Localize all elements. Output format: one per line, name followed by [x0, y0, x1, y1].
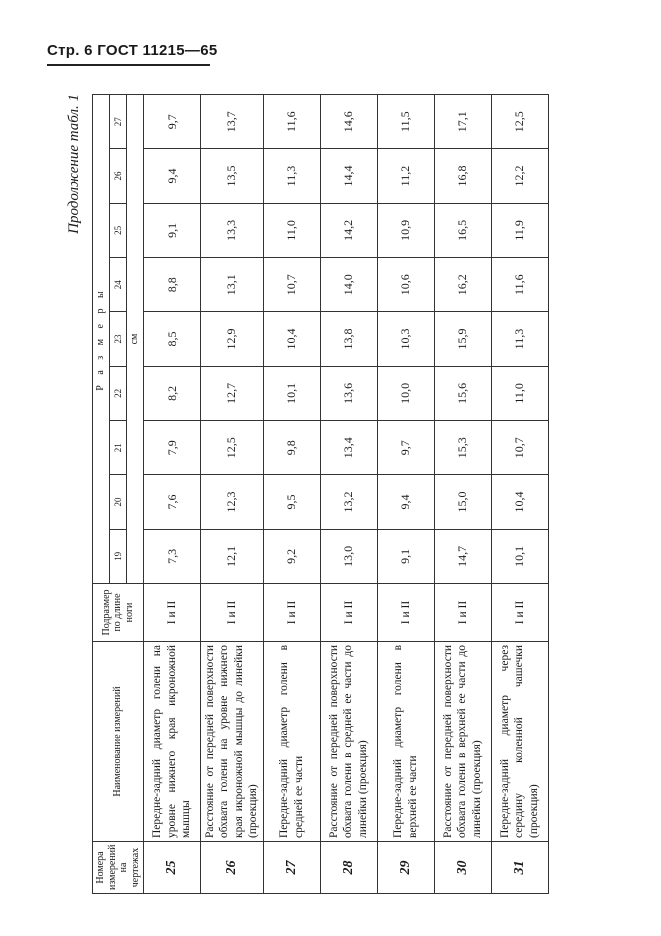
row-value: 10,3 [377, 312, 434, 366]
row-value: 7,3 [144, 529, 201, 583]
row-value: 11,3 [263, 149, 320, 203]
size-header: 20 [110, 475, 126, 529]
row-value: 10,9 [377, 203, 434, 257]
row-value: 13,8 [320, 312, 377, 366]
row-value: 11,3 [491, 312, 548, 366]
row-value: 10,1 [263, 366, 320, 420]
row-value: 8,5 [144, 312, 201, 366]
row-value: 12,3 [201, 475, 264, 529]
row-value: 11,6 [263, 95, 320, 149]
row-value: 12,1 [201, 529, 264, 583]
row-value: 11,6 [491, 258, 548, 312]
row-value: 13,0 [320, 529, 377, 583]
row-name: Расстояние от передней поверхности обхвата голени в средней ее части до линейки (проекция) [320, 642, 377, 842]
header-rule [47, 64, 210, 66]
row-value: 15,3 [434, 421, 491, 475]
row-value: 11,0 [491, 366, 548, 420]
size-header: 26 [110, 149, 126, 203]
row-value: 9,1 [377, 529, 434, 583]
row-value: 12,5 [201, 421, 264, 475]
row-value: 10,1 [491, 529, 548, 583]
row-value: 7,9 [144, 421, 201, 475]
row-value: 9,4 [144, 149, 201, 203]
row-subsize: I и II [320, 584, 377, 642]
row-subsize: I и II [434, 584, 491, 642]
row-value: 8,8 [144, 258, 201, 312]
row-value: 13,1 [201, 258, 264, 312]
row-value: 13,4 [320, 421, 377, 475]
row-number: 27 [263, 842, 320, 894]
size-header: 23 [110, 312, 126, 366]
table-row [263, 95, 320, 894]
row-value: 14,7 [434, 529, 491, 583]
unit-header: см [126, 95, 143, 584]
row-value: 14,4 [320, 149, 377, 203]
row-value: 9,1 [144, 203, 201, 257]
row-value: 13,5 [201, 149, 264, 203]
row-value: 14,2 [320, 203, 377, 257]
row-value: 12,7 [201, 366, 264, 420]
row-value: 12,9 [201, 312, 264, 366]
row-value: 10,4 [263, 312, 320, 366]
row-value: 8,2 [144, 366, 201, 420]
table-row [491, 95, 548, 894]
size-header: 27 [110, 95, 126, 149]
row-subsize: I и II [491, 584, 548, 642]
row-number: 28 [320, 842, 377, 894]
row-value: 13,7 [201, 95, 264, 149]
table-row [434, 95, 491, 894]
rotated-table-block [64, 94, 624, 894]
row-value: 10,4 [491, 475, 548, 529]
row-name: Расстояние от передней поверхности обхвата голени на уровне нижнего края икроножной мышцы до линейки (проекция) [201, 642, 264, 842]
row-value: 16,5 [434, 203, 491, 257]
row-subsize: I и II [263, 584, 320, 642]
row-value: 15,0 [434, 475, 491, 529]
measurements-table [92, 94, 549, 894]
row-name: Расстояние от передней поверхности обхвата голени в верхней ее части до линейки (проекция) [434, 642, 491, 842]
table-row [320, 95, 377, 894]
row-value: 13,6 [320, 366, 377, 420]
row-number: 29 [377, 842, 434, 894]
col-subsize-header: Подразмер по длине ноги [93, 584, 144, 642]
col-number-header: Номера измерений на чертежах [93, 842, 144, 894]
table-caption: Продолжение табл. 1 [66, 94, 82, 234]
row-value: 12,2 [491, 149, 548, 203]
row-number: 31 [491, 842, 548, 894]
row-name: Передне-задний диаметр голени на уровне нижнего края икроножной мышцы [144, 642, 201, 842]
row-number: 30 [434, 842, 491, 894]
row-value: 17,1 [434, 95, 491, 149]
row-value: 9,8 [263, 421, 320, 475]
row-number: 25 [144, 842, 201, 894]
row-value: 10,7 [263, 258, 320, 312]
row-value: 13,2 [320, 475, 377, 529]
header-row-1 [93, 95, 110, 894]
row-value: 10,0 [377, 366, 434, 420]
row-value: 10,7 [491, 421, 548, 475]
row-value: 13,3 [201, 203, 264, 257]
row-value: 11,0 [263, 203, 320, 257]
row-value: 9,5 [263, 475, 320, 529]
row-value: 9,4 [377, 475, 434, 529]
row-value: 14,0 [320, 258, 377, 312]
sizes-group-header: Р а з м е р ы [93, 95, 110, 584]
row-subsize: I и II [377, 584, 434, 642]
row-value: 9,7 [144, 95, 201, 149]
row-value: 14,6 [320, 95, 377, 149]
row-name: Передне-задний диаметр голени в средней ее части [263, 642, 320, 842]
row-value: 7,6 [144, 475, 201, 529]
row-value: 11,5 [377, 95, 434, 149]
row-value: 16,8 [434, 149, 491, 203]
table-row [144, 95, 201, 894]
row-value: 10,6 [377, 258, 434, 312]
row-value: 12,5 [491, 95, 548, 149]
row-value: 11,2 [377, 149, 434, 203]
row-value: 11,9 [491, 203, 548, 257]
size-header: 21 [110, 421, 126, 475]
size-header: 19 [110, 529, 126, 583]
row-number: 26 [201, 842, 264, 894]
row-subsize: I и II [144, 584, 201, 642]
page-header: Стр. 6 ГОСТ 11215—65 [47, 42, 218, 59]
table-row [201, 95, 264, 894]
row-subsize: I и II [201, 584, 264, 642]
size-header: 22 [110, 366, 126, 420]
row-value: 9,2 [263, 529, 320, 583]
size-header: 25 [110, 203, 126, 257]
col-name-header: Наименование измерений [93, 642, 144, 842]
row-value: 15,6 [434, 366, 491, 420]
row-name: Передне-задний диаметр голени в верхней ее части [377, 642, 434, 842]
row-name: Передне-задний диаметр через середину коленной чашечки (проекция) [491, 642, 548, 842]
row-value: 16,2 [434, 258, 491, 312]
row-value: 9,7 [377, 421, 434, 475]
row-value: 15,9 [434, 312, 491, 366]
table-row [377, 95, 434, 894]
size-header: 24 [110, 258, 126, 312]
